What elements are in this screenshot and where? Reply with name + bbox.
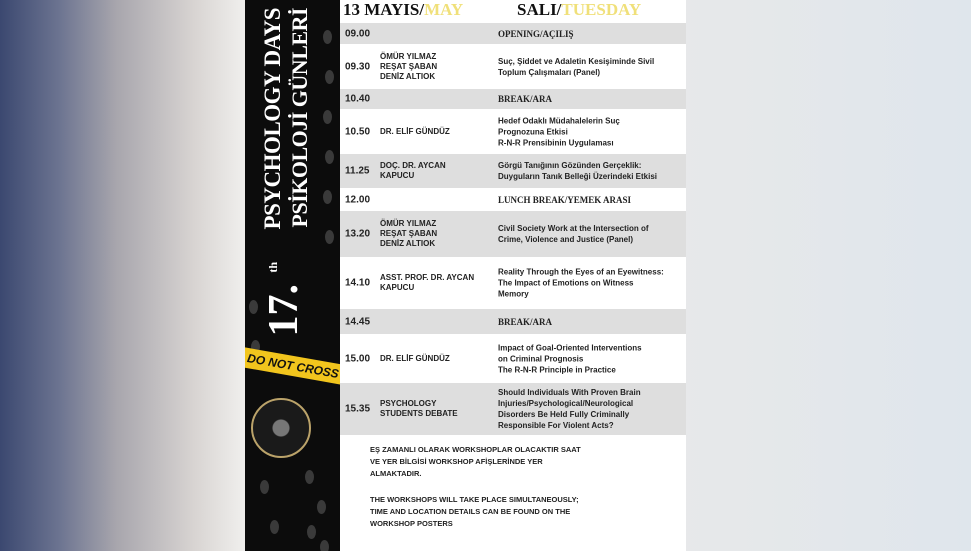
schedule-break-row	[340, 88, 686, 109]
session-speaker: ÖMÜR YILMAZ REŞAT ŞABAN DENİZ ALTIOK	[380, 219, 438, 248]
schedule-row	[340, 210, 686, 257]
session-speaker: DR. ELİF GÜNDÜZ	[380, 353, 450, 363]
footprint-decoration	[317, 500, 326, 514]
session-speaker: ASST. PROF. DR. AYCAN KAPUCU	[380, 273, 475, 292]
schedule-row	[340, 109, 686, 153]
footprint-decoration	[325, 150, 334, 164]
footprint-decoration	[323, 190, 332, 204]
session-time: 14.10	[345, 277, 371, 289]
schedule-poster	[245, 0, 686, 551]
schedule-row	[340, 257, 686, 308]
footprint-decoration	[305, 470, 314, 484]
session-title: Should Individuals With Proven Brain Injuries/Psychological/Neurological Disorders Be Held Fully Criminally Responsible For Violent Acts?	[498, 388, 641, 430]
schedule-row	[340, 334, 686, 382]
footprint-decoration	[270, 520, 279, 534]
banner-title-tr: PSİKOLOJİ GÜNLERİ	[287, 8, 312, 228]
session-time: 10.50	[345, 126, 371, 137]
schedule-break-row	[340, 188, 686, 210]
footprint-decoration	[325, 70, 334, 84]
schedule-row	[340, 382, 686, 435]
footer-note-en: THE WORKSHOPS WILL TAKE PLACE SIMULTANEOUSLY; TIME AND LOCATION DETAILS CAN BE FOUND ON THE WORKSHOP POSTERS	[370, 495, 579, 528]
schedule-row	[340, 153, 686, 188]
do-not-cross-tape: DO NOT CROSS	[245, 347, 340, 385]
poster-side-banner	[245, 0, 340, 551]
session-title: LUNCH BREAK/YEMEK ARASI	[498, 194, 632, 205]
schedule-header	[340, 0, 686, 22]
session-title: Reality Through the Eyes of an Eyewitness: The Impact of Emotions on Witness Memory	[498, 267, 664, 299]
session-time: 09.00	[345, 28, 371, 39]
session-time: 13.20	[345, 228, 371, 240]
session-time: 15.35	[345, 403, 371, 415]
day-label: SALI/TUESDAY	[517, 0, 642, 19]
session-speaker: PSYCHOLOGY STUDENTS DEBATE	[380, 399, 458, 418]
schedule-break-row	[340, 22, 686, 44]
session-title: BREAK/ARA	[498, 316, 553, 327]
footprint-decoration	[260, 480, 269, 494]
session-title: Görgü Tanığının Gözünden Gerçeklik: Duyguların Tanık Belleği Üzerindeki Etkisi	[498, 161, 658, 181]
banner-title-en: PSYCHOLOGY DAYS	[260, 8, 285, 230]
schedule-table	[340, 0, 686, 435]
schedule-break-row	[340, 308, 686, 334]
session-speaker: DR. ELİF GÜNDÜZ	[380, 126, 450, 136]
session-title: Civil Society Work at the Intersection of Crime, Violence and Justice (Panel)	[498, 224, 649, 244]
footer-note-tr: EŞ ZAMANLI OLARAK WORKSHOPLAR OLACAKTIR SAAT VE YER BİLGİSİ WORKSHOP AFİŞLERİNDE YER ALMAKTADIR.	[370, 445, 581, 478]
session-speaker: ÖMÜR YILMAZ REŞAT ŞABAN DENİZ ALTIOK	[380, 51, 438, 81]
session-time: 12.00	[345, 194, 371, 205]
session-title: Hedef Odaklı Müdahalelerin Suç Prognozuna Etkisi R-N-R Prensibinin Uygulaması	[498, 116, 620, 147]
session-time: 10.40	[345, 93, 371, 105]
footprint-decoration	[320, 540, 329, 551]
footprint-decoration	[325, 230, 334, 244]
session-time: 15.00	[345, 353, 371, 364]
banner-ordinal: th	[266, 262, 280, 273]
date-label: 13 MAYIS/MAY	[343, 0, 464, 19]
event-seal-logo	[251, 398, 311, 458]
session-time: 14.45	[345, 316, 371, 327]
schedule-row	[340, 44, 686, 88]
session-time: 11.25	[345, 165, 370, 177]
session-title: Suç, Şiddet ve Adaletin Kesişiminde Sivil Toplum Çalışmaları (Panel)	[498, 56, 655, 77]
session-time: 09.30	[345, 61, 371, 72]
footprint-decoration	[323, 30, 332, 44]
session-title: BREAK/ARA	[498, 94, 553, 104]
footprint-decoration	[249, 300, 258, 314]
footprint-decoration	[323, 110, 332, 124]
footprint-decoration	[307, 525, 316, 539]
banner-number: 17.	[261, 284, 307, 337]
session-speaker: DOÇ. DR. AYCAN KAPUCU	[380, 161, 446, 180]
session-title: Impact of Goal-Oriented Interventions on Criminal Prognosis The R-N-R Principle in Practice	[498, 343, 642, 374]
session-title: OPENING/AÇILIŞ	[498, 28, 574, 39]
